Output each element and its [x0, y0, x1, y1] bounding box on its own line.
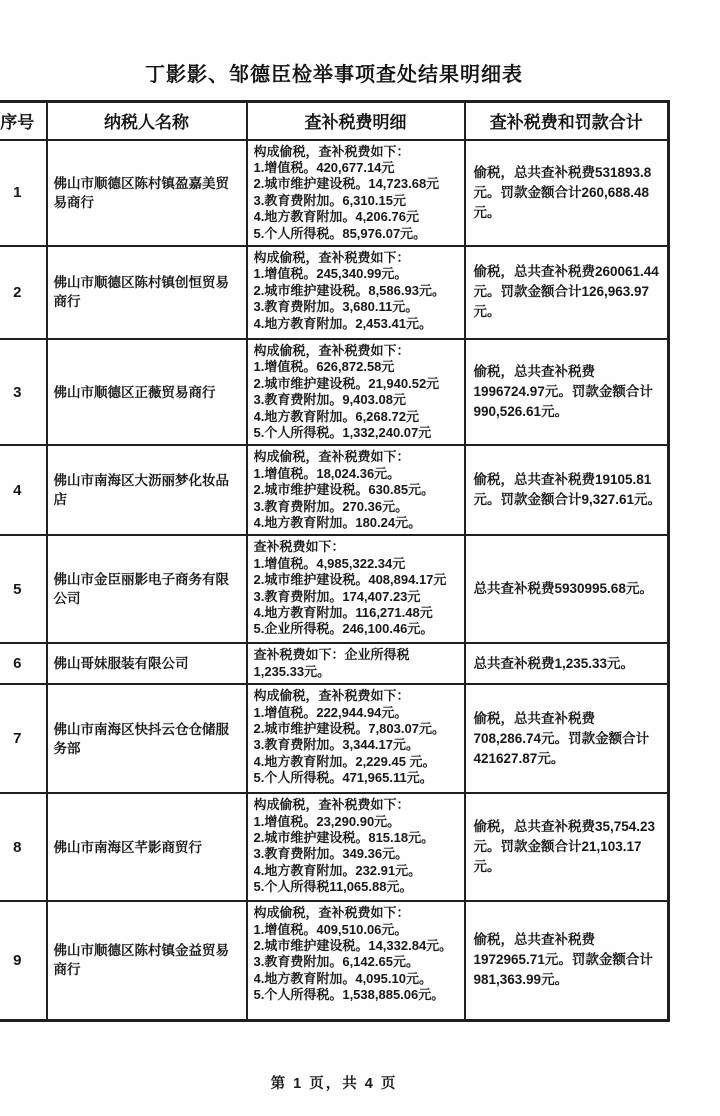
detail-line: 5.个人所得税。1,332,240.07元 [253, 424, 432, 440]
detail-line: 5.企业所得税。246,100.46元。 [253, 621, 434, 637]
detail-line: 2.城市维护建设税。8,586.93元。 [253, 282, 445, 298]
detail-line: 构成偷税，查补税费如下： [253, 143, 410, 159]
detail-line: 4.地方教育附加。4,095.10元。 [253, 970, 432, 986]
detail-line: 3.教育费附加。6,310.15元 [253, 192, 406, 208]
detail-line: 1.增值税。626,872.58元 [253, 359, 395, 375]
tax-detail-cell [247, 246, 465, 339]
detail-line: 查补税费如下： [253, 539, 345, 555]
detail-line: 1.增值税。23,290.90元。 [253, 813, 401, 829]
detail-line: 3.教育费附加。270.36元。 [253, 498, 409, 514]
taxpayer-name: 佛山市南海区芊影商贸行 [47, 793, 247, 901]
total-cell: 偷税，总共查补税费708,286.74元。罚款金额合计421627.87元。 [465, 684, 669, 793]
detail-line: 4.地方教育附加。6,268.72元 [253, 408, 419, 424]
tax-detail-cell [247, 445, 465, 535]
detail-line: 1.增值税。245,340.99元。 [253, 266, 408, 282]
taxpayer-name: 佛山市顺德区陈村镇金益贸易商行 [47, 901, 247, 1020]
total-cell: 偷税，总共查补税费19105.81元。罚款金额合计9,327.61元。 [465, 445, 669, 535]
detail-line: 1,235.33元。 [253, 663, 331, 679]
total-cell: 偷税，总共查补税费35,754.23元。罚款金额合计21,103.17元。 [465, 793, 669, 901]
tax-detail-cell [247, 684, 465, 793]
detail-line: 构成偷税，查补税费如下： [253, 449, 410, 465]
detail-line: 1.增值税。222,944.94元。 [253, 704, 408, 720]
table-row [0, 684, 669, 793]
detail-line: 5.个人所得税。85,976.07元。 [253, 225, 427, 241]
detail-line: 2.城市维护建设税。14,332.84元。 [253, 938, 453, 954]
row-number: 1 [0, 140, 47, 246]
table-header-row [0, 102, 669, 140]
page-title: 丁影影、邹德臣检举事项查处结果明细表 [145, 64, 523, 86]
detail-line: 5.个人所得税。1,538,885.06元。 [253, 987, 445, 1003]
detail-line: 构成偷税，查补税费如下： [253, 249, 410, 265]
detail-line: 构成偷税，查补税费如下： [253, 797, 410, 813]
detail-line: 4.地方教育附加。4,206.76元 [253, 209, 419, 225]
page-footer: 第 1 页，共 4 页 [270, 1076, 398, 1092]
col-header-no: 序号 [0, 102, 47, 140]
table-row [0, 445, 669, 535]
detail-line: 3.教育费附加。3,344.17元。 [253, 737, 419, 753]
row-number: 7 [0, 684, 47, 793]
tax-result-table [0, 100, 670, 1022]
detail-line: 构成偷税，查补税费如下： [253, 342, 410, 358]
tax-detail-cell [247, 140, 465, 246]
detail-line: 2.城市维护建设税。7,803.07元。 [253, 721, 445, 737]
detail-line: 1.增值税。18,024.36元。 [253, 465, 401, 481]
detail-line: 构成偷税，查补税费如下： [253, 688, 410, 704]
row-number: 2 [0, 246, 47, 339]
detail-line: 3.教育费附加。174,407.23元 [253, 588, 421, 604]
table-row [0, 140, 669, 246]
table-row [0, 246, 669, 339]
detail-line: 5.个人所得税11,065.88元。 [253, 879, 413, 895]
detail-line: 1.增值税。409,510.06元。 [253, 921, 408, 937]
taxpayer-name: 佛山市南海区快抖云仓仓储服务部 [47, 684, 247, 793]
detail-line: 2.城市维护建设税。408,894.17元 [253, 572, 447, 588]
taxpayer-name: 佛山哥妹服装有限公司 [47, 643, 247, 684]
row-number: 3 [0, 339, 47, 445]
detail-line: 3.教育费附加。9,403.08元 [253, 392, 406, 408]
detail-line: 1.增值税。420,677.14元 [253, 159, 395, 175]
total-cell: 总共查补税费5930995.68元。 [465, 535, 669, 643]
total-cell: 偷税，总共查补税费260061.44元。罚款金额合计126,963.97元。 [465, 246, 669, 339]
row-number: 9 [0, 901, 47, 1020]
row-number: 5 [0, 535, 47, 643]
col-header-tax-detail: 查补税费明细 [247, 102, 465, 140]
taxpayer-name: 佛山市顺德区陈村镇创恒贸易商行 [47, 246, 247, 339]
detail-line: 4.地方教育附加。116,271.48元 [253, 605, 433, 621]
detail-line: 4.地方教育附加。2,453.41元。 [253, 315, 432, 331]
col-header-taxpayer-name: 纳税人名称 [47, 102, 247, 140]
row-number: 6 [0, 643, 47, 684]
detail-line: 4.地方教育附加。2,229.45 元。 [253, 753, 436, 769]
table-row [0, 535, 669, 643]
detail-line: 查补税费如下：企业所得税 [253, 647, 410, 663]
table-row [0, 339, 669, 445]
detail-line: 2.城市维护建设税。14,723.68元 [253, 176, 440, 192]
detail-line: 2.城市维护建设税。815.18元。 [253, 830, 435, 846]
total-cell: 总共查补税费1,235.33元。 [465, 643, 669, 684]
detail-line: 2.城市维护建设税。630.85元。 [253, 482, 435, 498]
detail-line: 3.教育费附加。3,680.11元。 [253, 299, 419, 315]
total-cell: 偷税，总共查补税费531893.8元。罚款金额合计260,688.48元。 [465, 140, 669, 246]
row-number: 4 [0, 445, 47, 535]
detail-line: 5.个人所得税。471,965.11元。 [253, 770, 433, 786]
tax-detail-cell [247, 339, 465, 445]
taxpayer-name: 佛山市顺德区陈村镇盈嘉美贸易商行 [47, 140, 247, 246]
detail-line: 3.教育费附加。349.36元。 [253, 846, 409, 862]
col-header-total: 查补税费和罚款合计 [465, 102, 669, 140]
detail-line: 2.城市维护建设税。21,940.52元 [253, 375, 440, 391]
detail-line: 构成偷税，查补税费如下： [253, 905, 410, 921]
tax-detail-cell [247, 535, 465, 643]
detail-line: 4.地方教育附加。180.24元。 [253, 515, 422, 530]
table-row [0, 793, 669, 901]
tax-detail-cell [247, 793, 465, 901]
tax-detail-cell [247, 643, 465, 684]
detail-line: 4.地方教育附加。232.91元。 [253, 862, 422, 878]
taxpayer-name: 佛山市顺德区正薇贸易商行 [47, 339, 247, 445]
total-cell: 偷税，总共查补税费1996724.97元。罚款金额合计990,526.61元。 [465, 339, 669, 445]
taxpayer-name: 佛山市金臣丽影电子商务有限公司 [47, 535, 247, 643]
table-row [0, 643, 669, 684]
detail-line: 3.教育费附加。6,142.65元。 [253, 954, 419, 970]
table-row [0, 901, 669, 1020]
row-number: 8 [0, 793, 47, 901]
total-cell: 偷税，总共查补税费1972965.71元。罚款金额合计981,363.99元。 [465, 901, 669, 1020]
detail-line: 1.增值税。4,985,322.34元 [253, 555, 406, 571]
tax-detail-cell [247, 901, 465, 1020]
taxpayer-name: 佛山市南海区大沥丽梦化妆品店 [47, 445, 247, 535]
